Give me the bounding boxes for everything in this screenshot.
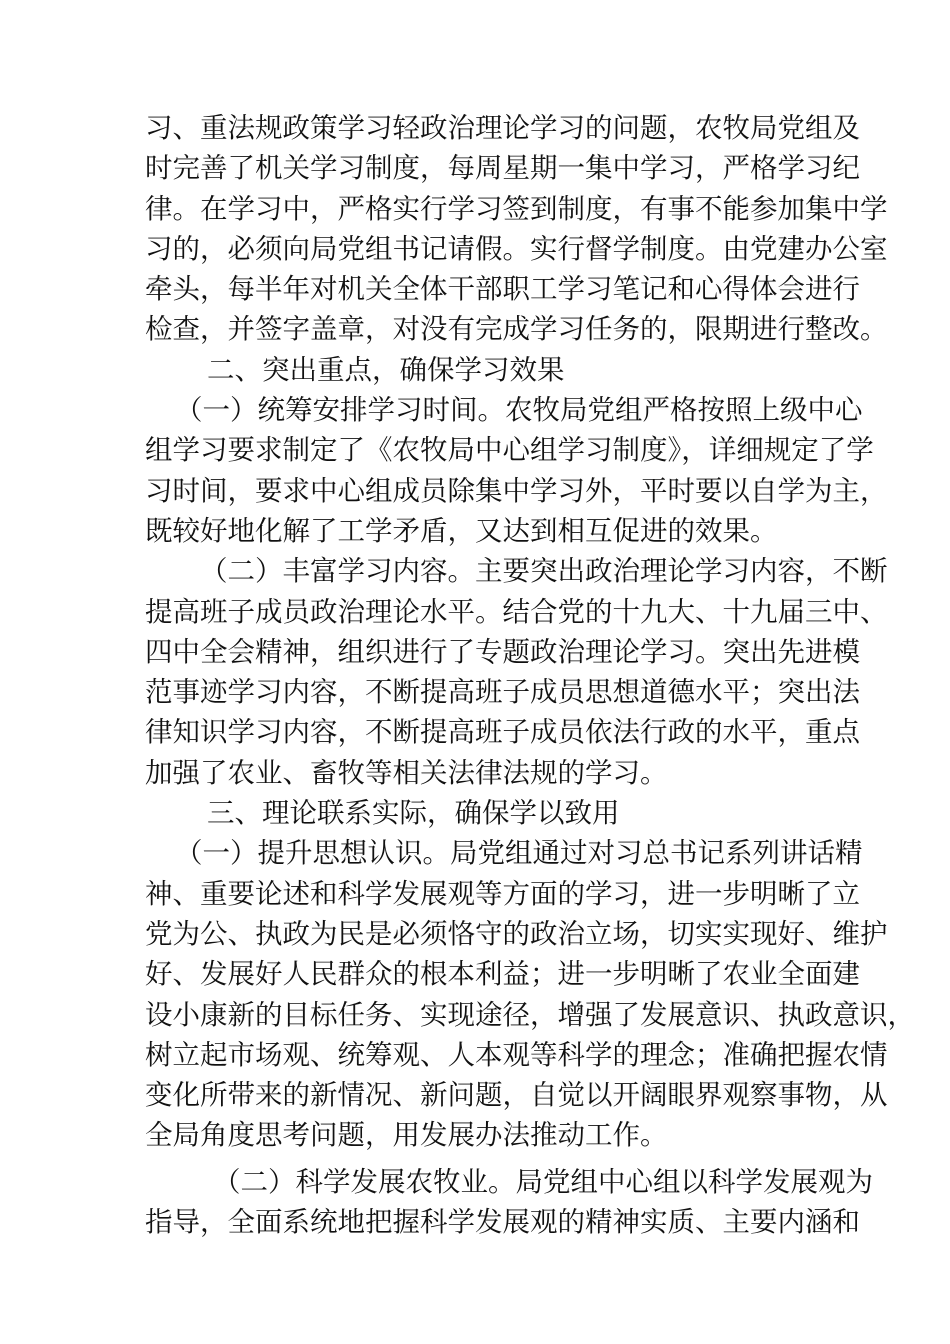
text-line: 全局角度思考问题，用发展办法推动工作。 <box>145 1119 668 1152</box>
text-line: 提高班子成员政治理论水平。结合党的十九大、十九届三中、 <box>145 595 888 628</box>
text-line: 二、突出重点，确保学习效果 <box>207 353 565 386</box>
text-line: 三、理论联系实际，确保学以致用 <box>207 797 620 830</box>
text-line: 既较好地化解了工学矛盾，又达到相互促进的效果。 <box>145 514 778 547</box>
text-line: （一）统筹安排学习时间。农牧局党组严格按照上级中心 <box>175 394 863 427</box>
text-line: 范事迹学习内容，不断提高班子成员思想道德水平；突出法 <box>145 676 860 709</box>
document-body <box>145 108 915 1242</box>
text-line: （二）丰富学习内容。主要突出政治理论学习内容，不断 <box>200 555 888 588</box>
text-line: 加强了农业、畜牧等相关法律法规的学习。 <box>145 756 668 789</box>
text-line: （二）科学发展农牧业。局党组中心组以科学发展观为 <box>213 1165 873 1198</box>
text-line: 党为公、执政为民是必须恪守的政治立场，切实实现好、维护 <box>145 917 888 950</box>
text-line: 习时间，要求中心组成员除集中学习外，平时要以自学为主， <box>145 474 888 507</box>
text-line: 四中全会精神，组织进行了专题政治理论学习。突出先进模 <box>145 635 860 668</box>
text-line: （一）提升思想认识。局党组通过对习总书记系列讲话精 <box>175 837 863 870</box>
text-line: 时完善了机关学习制度，每周星期一集中学习，严格学习纪 <box>145 152 860 185</box>
text-line: 律。在学习中，严格实行学习签到制度，有事不能参加集中学 <box>145 192 888 225</box>
text-line: 检查，并签字盖章，对没有完成学习任务的，限期进行整改。 <box>145 313 888 346</box>
text-line: 好、发展好人民群众的根本利益；进一步明晰了农业全面建 <box>145 958 860 991</box>
text-line: 神、重要论述和科学发展观等方面的学习，进一步明晰了立 <box>145 877 860 910</box>
text-line: 律知识学习内容，不断提高班子成员依法行政的水平，重点 <box>145 716 860 749</box>
text-line: 变化所带来的新情况、新问题，自觉以开阔眼界观察事物，从 <box>145 1079 888 1112</box>
text-line: 设小康新的目标任务、实现途径，增强了发展意识、执政意识， <box>145 998 915 1031</box>
text-line: 牵头，每半年对机关全体干部职工学习笔记和心得体会进行 <box>145 273 860 306</box>
text-line: 树立起市场观、统筹观、人本观等科学的理念；准确把握农情 <box>145 1038 888 1071</box>
text-line: 习、重法规政策学习轻政治理论学习的问题，农牧局党组及 <box>145 112 860 144</box>
text-line: 习的，必须向局党组书记请假。实行督学制度。由党建办公室 <box>145 232 888 265</box>
text-line: 指导，全面系统地把握科学发展观的精神实质、主要内涵和 <box>145 1206 860 1239</box>
text-line: 组学习要求制定了《农牧局中心组学习制度》，详细规定了学 <box>145 434 874 467</box>
